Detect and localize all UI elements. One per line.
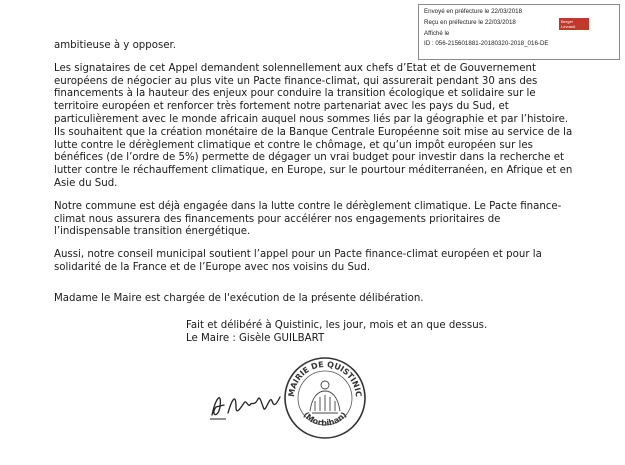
berger-levrault-logo: Berger Levrault xyxy=(559,18,589,30)
paragraph-support: Aussi, notre conseil municipal soutient l’appel pour un Pacte finance-climat européen et pour la solidarité de la France et de l’Europe avec nos voisins du Sud. xyxy=(54,249,542,273)
paragraph-appeal: Les signataires de cet Appel demandent solennellement aux chefs d’Etat et de Gouvernement européens de négocier au plus vite un Pacte finance-climat, qui assurerait pendant 30 ans des financements à la hauteur des enjeux pour conduire la transition écologique et solidaire sur le territoire européen et renforcer très fortement notre partenariat avec les pays du Sud, et particulièrement avec le monde africain auquel nous sommes liés par la géographie et par l’histoire. Ils souhaitent que la création monétaire de la Banque Centrale Européenne soit mise au service de la lutte contre le dérèglement climatique et contre le chômage, et qu’un impôt européen sur les bénéfices (de l’ordre de 5%) permette de dégager un vrai budget pour investir dans la recherche et lutter contre le réchauffement climatique, en Europe, sur le pourtour méditerranéen, en Afrique et en Asie du Sud. xyxy=(54,62,573,189)
signature-block xyxy=(186,320,487,346)
closing-statement: Madame le Maire est chargée de l'exécution de la présente délibération. xyxy=(54,293,424,304)
done-at-line: Fait et délibéré à Quistinic, les jour, mois et an que dessus. xyxy=(186,320,488,331)
handwritten-signature xyxy=(206,385,286,425)
stamp-sent-line: Envoyé en préfecture le 22/03/2018 xyxy=(424,8,523,15)
stamp-received-line: Reçu en préfecture le 22/03/2018 xyxy=(424,18,516,26)
stamp-posted-line: Affiché le xyxy=(424,29,450,37)
paragraph-commitment: Notre commune est déjà engagée dans la lutte contre le dérèglement climatique. Le Pacte finance-climat nous assurera des financements pour accélérer nos engagements prioritaires de l’indispensable transition énergétique. xyxy=(54,200,562,238)
mairie-seal xyxy=(282,355,368,441)
seal-top-text: MAIRIE DE QUISTINIC xyxy=(286,359,364,398)
seal-bottom-text: (Morbihan) xyxy=(301,410,349,428)
mayor-name: Le Maire : Gisèle GUILBART xyxy=(186,332,325,344)
paragraph-continuation: ambitieuse à y opposer. xyxy=(54,40,177,51)
stamp-id-line: ID : 056-215601881-20180320-2018_016-DE xyxy=(424,40,549,48)
deliberation-text xyxy=(54,40,574,275)
